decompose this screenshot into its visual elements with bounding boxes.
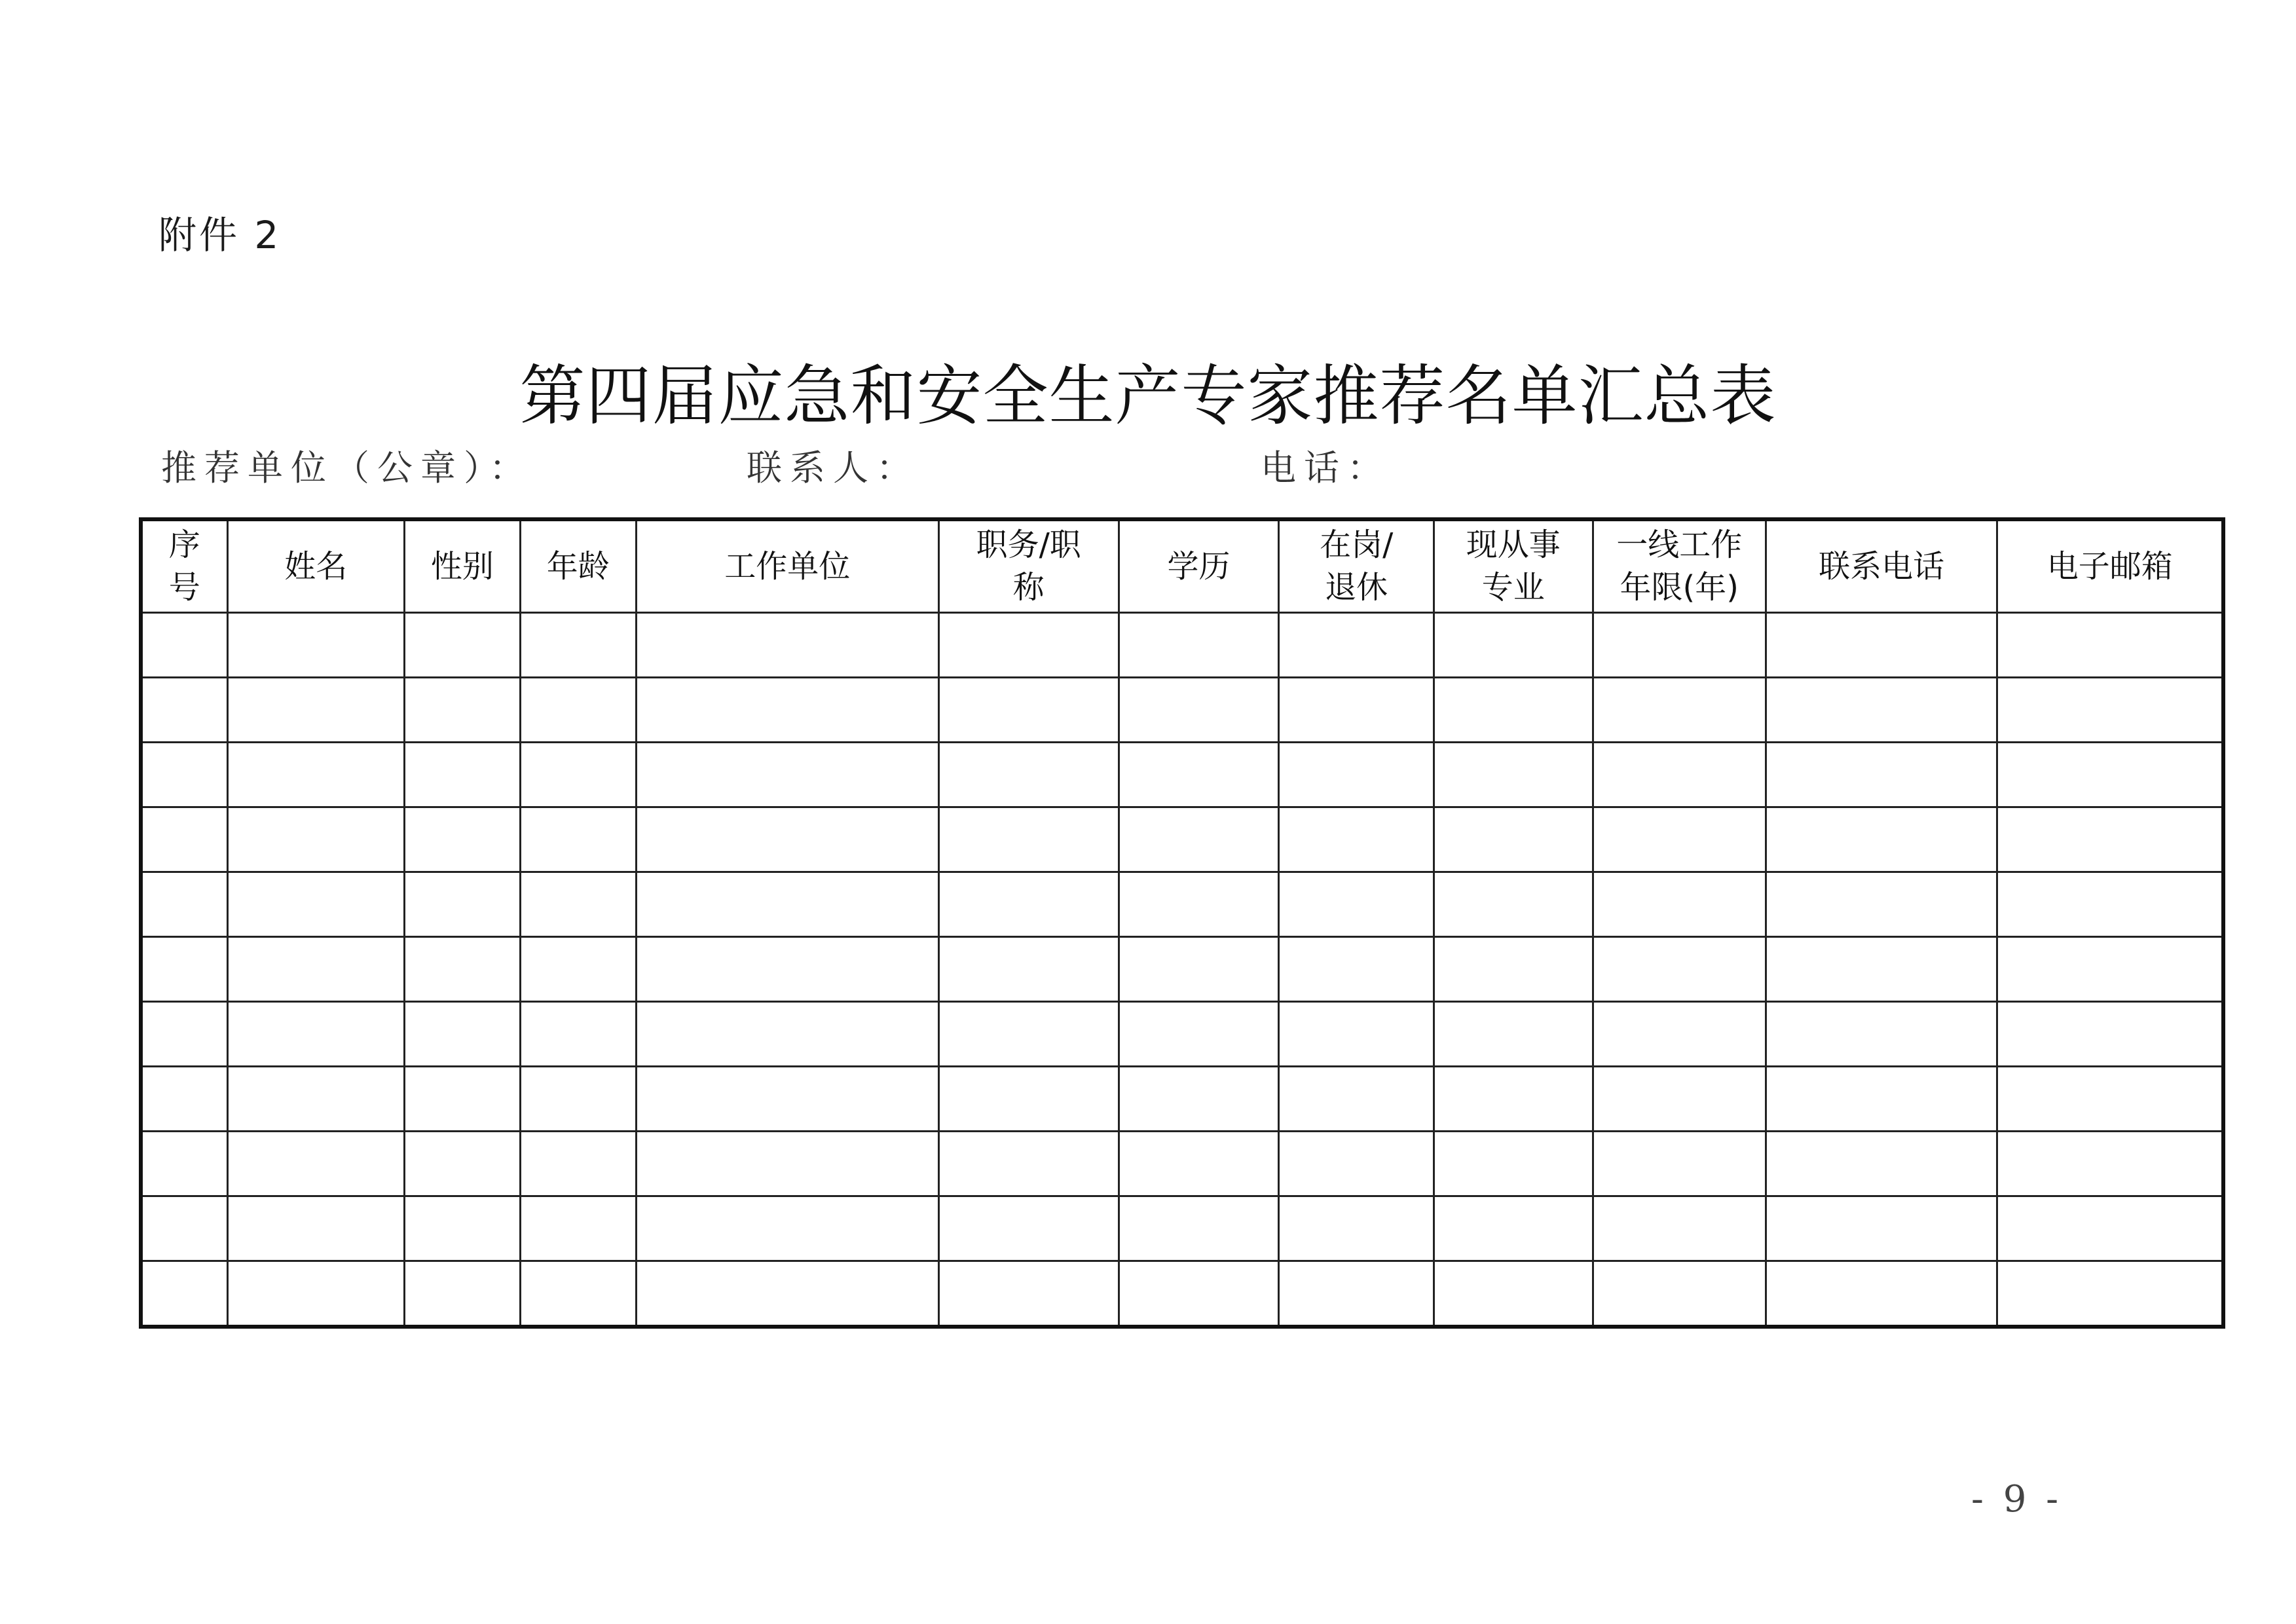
table-cell[interactable] [1119,678,1279,743]
table-cell[interactable] [1997,1196,2223,1261]
column-header-label: 在岗/ 退休 [1320,526,1394,606]
table-cell[interactable] [1766,872,1997,937]
column-header-label: 序 号 [168,526,200,606]
table-cell[interactable] [405,1132,521,1196]
column-header-label: 性别 [430,547,494,585]
contact-person-label: 联系人： [747,447,919,489]
column-header-work-unit [636,519,938,613]
table-cell[interactable] [227,1196,405,1261]
table-cell[interactable] [227,743,405,807]
table-cell[interactable] [141,872,227,937]
table-cell[interactable] [520,872,636,937]
table-row [141,1261,2223,1327]
table-cell[interactable] [1119,872,1279,937]
table-cell[interactable] [938,1196,1119,1261]
table-cell[interactable] [520,1196,636,1261]
column-header-name [227,519,405,613]
table-cell[interactable] [1434,1067,1593,1132]
column-header-contact-phone [1766,519,1997,613]
table-cell[interactable] [520,937,636,1002]
table-cell[interactable] [1434,1132,1593,1196]
phone-label: 电话： [1261,447,1390,489]
table-cell[interactable] [141,807,227,872]
table-cell[interactable] [1593,872,1766,937]
table-cell[interactable] [405,678,521,743]
table-cell[interactable] [405,613,521,678]
table-header-row [141,519,2223,613]
table-cell[interactable] [1434,678,1593,743]
table-row [141,1067,2223,1132]
recommending-unit-label: 推荐单位（公章）： [161,447,532,489]
table-cell[interactable] [227,937,405,1002]
table-cell[interactable] [1766,613,1997,678]
table-cell[interactable] [1279,1132,1434,1196]
column-header-label: 职务/职 称 [976,526,1081,606]
table-cell[interactable] [1997,807,2223,872]
table-cell[interactable] [1119,1261,1279,1327]
table-cell[interactable] [1279,1196,1434,1261]
table-cell[interactable] [1997,1132,2223,1196]
table-cell[interactable] [520,1002,636,1067]
table-cell[interactable] [1279,807,1434,872]
table-body [141,613,2223,1327]
column-header-education [1119,519,1279,613]
column-header-label: 工作单位 [724,547,851,585]
table-cell[interactable] [1434,1261,1593,1327]
table-cell[interactable] [636,937,938,1002]
table-row [141,678,2223,743]
table-cell[interactable] [1279,678,1434,743]
table-cell[interactable] [1997,1002,2223,1067]
column-header-email [1997,519,2223,613]
column-header-label: 年龄 [546,547,610,585]
table-cell[interactable] [1434,743,1593,807]
table-cell[interactable] [520,807,636,872]
table-cell[interactable] [636,678,938,743]
table-cell[interactable] [405,937,521,1002]
table-cell[interactable] [1997,872,2223,937]
table-cell[interactable] [141,1261,227,1327]
table-cell[interactable] [1766,937,1997,1002]
table-cell[interactable] [1434,872,1593,937]
table-cell[interactable] [1434,937,1593,1002]
table-row [141,1132,2223,1196]
table-cell[interactable] [405,1196,521,1261]
table-cell[interactable] [1593,743,1766,807]
table-cell[interactable] [1766,1067,1997,1132]
column-header-label: 学历 [1167,547,1231,585]
table-cell[interactable] [227,613,405,678]
table-cell[interactable] [938,807,1119,872]
table-cell[interactable] [141,1132,227,1196]
table-cell[interactable] [141,1002,227,1067]
table-cell[interactable] [520,1261,636,1327]
attachment-label: 附件 2 [158,213,282,257]
table-cell[interactable] [1766,807,1997,872]
table-cell[interactable] [227,1261,405,1327]
table-cell[interactable] [1279,1002,1434,1067]
table-cell[interactable] [520,613,636,678]
column-header-gender [405,519,521,613]
column-header-label: 一线工作 年限(年) [1616,526,1743,606]
table-cell[interactable] [938,1002,1119,1067]
table-cell[interactable] [1593,613,1766,678]
table-cell[interactable] [1593,1002,1766,1067]
table-cell[interactable] [938,1261,1119,1327]
table-row [141,743,2223,807]
table-cell[interactable] [1766,1002,1997,1067]
table-cell[interactable] [1766,743,1997,807]
table-cell[interactable] [1997,613,2223,678]
column-header-label: 电子邮箱 [2046,547,2173,585]
table-cell[interactable] [938,743,1119,807]
table-cell[interactable] [1119,1132,1279,1196]
table-cell[interactable] [938,613,1119,678]
table-cell[interactable] [227,678,405,743]
table-row [141,1002,2223,1067]
table-cell[interactable] [405,807,521,872]
table-cell[interactable] [141,1067,227,1132]
table-cell[interactable] [1119,1196,1279,1261]
table-cell[interactable] [1593,1067,1766,1132]
table-cell[interactable] [405,1002,521,1067]
table-cell[interactable] [938,872,1119,937]
table-cell[interactable] [227,1132,405,1196]
table-cell[interactable] [1766,1196,1997,1261]
table-cell[interactable] [1119,807,1279,872]
table-row [141,872,2223,937]
table-cell[interactable] [1119,613,1279,678]
table-cell[interactable] [636,1067,938,1132]
table-cell[interactable] [1279,743,1434,807]
table-cell[interactable] [1434,807,1593,872]
column-header-position-title [938,519,1119,613]
page-number: - 9 - [1971,1478,2063,1521]
table-cell[interactable] [1119,743,1279,807]
table-cell[interactable] [405,872,521,937]
table-cell[interactable] [636,1196,938,1261]
table-cell[interactable] [1593,1196,1766,1261]
table-cell[interactable] [227,872,405,937]
table-row [141,613,2223,678]
table-cell[interactable] [636,807,938,872]
table-cell[interactable] [938,678,1119,743]
table-cell[interactable] [520,678,636,743]
table-cell[interactable] [520,743,636,807]
table-cell[interactable] [1119,1067,1279,1132]
table-cell[interactable] [405,1067,521,1132]
table-cell[interactable] [938,1067,1119,1132]
table-cell[interactable] [636,1261,938,1327]
table-cell[interactable] [636,1132,938,1196]
table-cell[interactable] [1766,678,1997,743]
table-cell[interactable] [1766,1261,1997,1327]
column-header-label: 现从事 专业 [1466,526,1561,606]
expert-recommendation-table [139,517,2225,1329]
table-row [141,807,2223,872]
table-row [141,937,2223,1002]
table-cell[interactable] [1593,1261,1766,1327]
table-cell[interactable] [141,1196,227,1261]
page-title: 第四届应急和安全生产专家推荐名单汇总表 [519,358,1777,434]
table-cell[interactable] [1434,1002,1593,1067]
table-cell[interactable] [1997,937,2223,1002]
table-cell[interactable] [1997,1261,2223,1327]
table-cell[interactable] [1593,807,1766,872]
table-cell[interactable] [636,613,938,678]
table-cell[interactable] [636,1002,938,1067]
table-cell[interactable] [141,743,227,807]
table-cell[interactable] [1279,872,1434,937]
table-cell[interactable] [405,1261,521,1327]
table-cell[interactable] [938,937,1119,1002]
table-cell[interactable] [141,613,227,678]
table-cell[interactable] [141,937,227,1002]
column-header-label: 姓名 [284,547,348,585]
table-cell[interactable] [1434,1196,1593,1261]
table-cell[interactable] [141,678,227,743]
column-header-age [520,519,636,613]
table-cell[interactable] [1997,743,2223,807]
table-cell[interactable] [1279,613,1434,678]
table-cell[interactable] [1593,678,1766,743]
table-cell[interactable] [938,1132,1119,1196]
column-header-frontline-years [1593,519,1766,613]
table-cell[interactable] [636,743,938,807]
table-cell[interactable] [227,807,405,872]
table-cell[interactable] [1279,1261,1434,1327]
column-header-current-specialty [1434,519,1593,613]
table-cell[interactable] [520,1132,636,1196]
column-header-employment-status [1279,519,1434,613]
table-row [141,1196,2223,1261]
table-cell[interactable] [1279,1067,1434,1132]
table-cell[interactable] [1119,1002,1279,1067]
column-header-serial-number [141,519,227,613]
table-cell[interactable] [1119,937,1279,1002]
table-cell[interactable] [1997,1067,2223,1132]
table-cell[interactable] [1766,1132,1997,1196]
table-cell[interactable] [1279,937,1434,1002]
table-cell[interactable] [227,1067,405,1132]
table-cell[interactable] [1593,1132,1766,1196]
table-cell[interactable] [636,872,938,937]
table-cell[interactable] [520,1067,636,1132]
table-cell[interactable] [405,743,521,807]
table-cell[interactable] [1997,678,2223,743]
table-cell[interactable] [1434,613,1593,678]
table-cell[interactable] [227,1002,405,1067]
table-cell[interactable] [1593,937,1766,1002]
column-header-label: 联系电话 [1819,547,1945,585]
